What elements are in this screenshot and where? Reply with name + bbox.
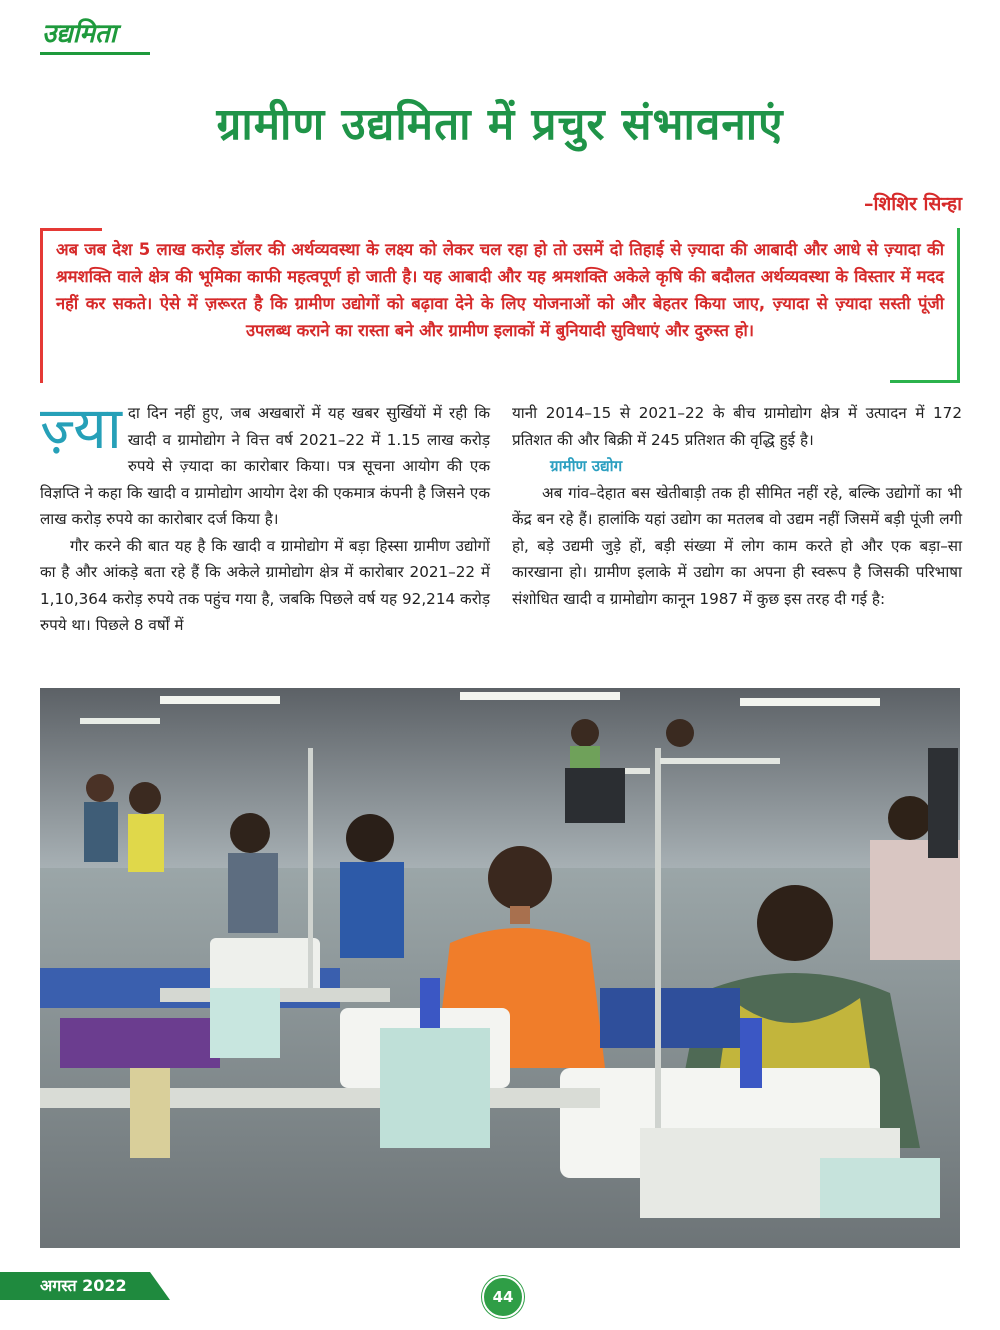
standfirst-box [40, 228, 960, 383]
frame-corner-red-left [40, 228, 43, 383]
section-tag: उद्यमिता [42, 19, 117, 49]
frame-corner-red-top [40, 228, 102, 231]
subheading: ग्रामीण उद्योग [550, 457, 623, 475]
column-left [40, 394, 490, 639]
frame-corner-green-right [957, 228, 960, 383]
frame-corner-green-bottom [890, 380, 960, 383]
issue-date: अगस्त 2022 [40, 1276, 127, 1295]
column-right [512, 400, 962, 612]
paragraph: गौर करने की बात यह है कि खादी व ग्रामोद्योग में बड़ा हिस्सा ग्रामीण उद्योगों का है और आंकड़े बता रहे हैं कि अकेले ग्रामोद्योग क्षेत्र में कारोबार 2021–22 में 1,10,364 करोड़ रुपये तक पहुंच गया है, जबकि पिछले वर्ष यह 92,214 करोड़ रुपये था। पिछले 8 वर्षों में [40, 536, 490, 634]
section-rule [40, 52, 150, 55]
paragraph: यानी 2014–15 से 2021–22 के बीच ग्रामोद्योग क्षेत्र में उत्पादन में 172 प्रतिशत की और बिक्री में 245 प्रतिशत की वृद्धि हुई है। [512, 404, 962, 449]
page-title: ग्रामीण उद्यमिता में प्रचुर संभावनाएं [216, 99, 784, 150]
byline: –शिशिर सिन्हा [863, 193, 962, 215]
page-number: 44 [482, 1276, 524, 1318]
paragraph: अब गांव–देहात बस खेतीबाड़ी तक ही सीमित नहीं रहे, बल्कि उद्योगों का भी केंद्र बन रहे हैं। हालांकि यहां उद्योग का मतलब वो उद्यम नहीं जिसमें बड़ी पूंजी लगी हो, बड़े उद्यमी जुड़े हों, बड़ी संख्या में लोग काम करते हो और एक बड़ा–सा कारखाना हो। ग्रामीण इलाके में उद्योग का अपना ही स्वरूप है जिसकी परिभाषा संशोधित खादी व ग्रामोद्योग कानून 1987 में कुछ इस तरह दी गई है: [512, 483, 962, 608]
paragraph: दा दिन नहीं हुए, जब अखबारों में यह खबर सुर्खियों में रही कि खादी व ग्रामोद्योग ने वित्त वर्ष 2021–22 में 1.15 लाख करोड़ रुपये से ज़्यादा का कारोबार किया। पत्र सूचना आयोग की एक विज्ञप्ति ने कहा कि खादी व ग्रामोद्योग आयोग देश की एकमात्र कंपनी है जिसने एक लाख करोड़ रुपये का कारोबार दर्ज किया है। [40, 404, 490, 528]
standfirst-text: अब जब देश 5 लाख करोड़ डॉलर की अर्थव्यवस्था के लक्ष्य को लेकर चल रहा हो तो उसमें दो तिहाई से ज़्यादा की आबादी और आधे से ज़्यादा की श्रमशक्ति वाले क्षेत्र की भूमिका काफी महत्वपूर्ण हो जाती है। यह आबादी और यह श्रमशक्ति अकेले कृषि की बदौलत अर्थव्यवस्था के विस्तार में मदद नहीं कर सकते। ऐसे में ज़रूरत है कि ग्रामीण उद्योगों को बढ़ावा देने के लिए योजनाओं को और बेहतर किया जाए, ज़्यादा से ज़्यादा सस्ती पूंजी उपलब्ध कराने का रास्ता बने और ग्रामीण इलाकों में बुनियादी सुविधाएं और दुरुस्त हो। [56, 240, 944, 340]
drop-cap: ज़्या [40, 394, 122, 462]
garment-factory-photo [40, 688, 960, 1248]
